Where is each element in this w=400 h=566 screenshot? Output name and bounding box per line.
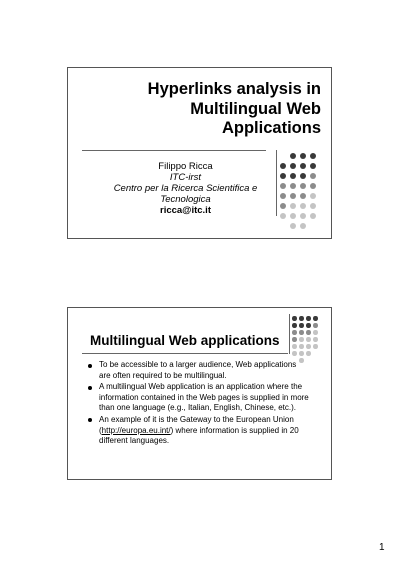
content-slide	[67, 307, 332, 480]
title-slide	[67, 67, 332, 239]
dot	[299, 316, 304, 321]
vertical-divider	[276, 150, 277, 216]
dot	[299, 330, 304, 335]
dot	[299, 323, 304, 328]
author-block	[98, 161, 273, 216]
dot	[280, 213, 286, 219]
dot	[299, 337, 304, 342]
dot	[292, 330, 297, 335]
slide-title: Hyperlinks analysis in Multilingual Web Applications	[147, 80, 321, 137]
dot	[313, 316, 318, 321]
dot	[299, 344, 304, 349]
dot	[310, 153, 316, 159]
dot	[280, 183, 286, 189]
dot	[290, 213, 296, 219]
dot	[313, 344, 318, 349]
dot	[310, 183, 316, 189]
dot	[310, 173, 316, 179]
dot	[292, 351, 297, 356]
dot	[300, 213, 306, 219]
dot	[290, 153, 296, 159]
dot	[310, 163, 316, 169]
dot	[310, 213, 316, 219]
bullet-list	[85, 360, 310, 448]
bullet-item	[85, 382, 310, 414]
author-name: Filippo Ricca	[158, 161, 213, 172]
dot	[290, 193, 296, 199]
dot	[292, 344, 297, 349]
bullet-text-pre: An example of it is the Gateway to the European Union (	[99, 414, 294, 435]
dot	[306, 337, 311, 342]
affiliation-short: ITC-irst	[169, 172, 202, 183]
dot	[300, 153, 306, 159]
dot	[290, 163, 296, 169]
bullet-text-post: ) where information is supplied in 20 different languages.	[99, 425, 299, 446]
dot	[306, 316, 311, 321]
dot	[299, 351, 304, 356]
vertical-divider	[289, 314, 290, 354]
dot	[280, 173, 286, 179]
title-divider	[82, 150, 266, 151]
dot	[313, 323, 318, 328]
bullet-icon	[88, 364, 92, 368]
dot	[300, 163, 306, 169]
slide-title: Multilingual Web applications	[90, 333, 280, 348]
dot	[300, 173, 306, 179]
dot	[280, 163, 286, 169]
dot	[280, 193, 286, 199]
dot	[310, 193, 316, 199]
author-email: ricca@itc.it	[160, 205, 211, 216]
dot	[292, 316, 297, 321]
dot	[292, 337, 297, 342]
dot	[290, 223, 296, 229]
dot	[306, 344, 311, 349]
dot	[300, 183, 306, 189]
affiliation-long: Centro per la Ricerca Scientifica e Tecnologica	[113, 183, 258, 205]
dot	[313, 330, 318, 335]
bullet-icon	[88, 386, 92, 390]
dot	[290, 173, 296, 179]
title-divider	[82, 353, 288, 354]
europa-link[interactable]: http://europa.eu.int/	[101, 425, 171, 435]
dot	[280, 203, 286, 209]
bullet-item	[85, 415, 310, 447]
dot	[306, 330, 311, 335]
dot	[306, 351, 311, 356]
dot	[300, 203, 306, 209]
page-number: 1	[379, 542, 385, 553]
dot	[290, 203, 296, 209]
dot	[306, 323, 311, 328]
bullet-text: A multilingual Web application is an application where the information contained in the Web pages is supplied in more than one language (e.g., Italian, English, Chinese, etc.).	[99, 382, 309, 413]
dot	[290, 183, 296, 189]
bullet-text: To be accessible to a larger audience, Web applications are often required to be multilingual.	[99, 360, 297, 380]
dot	[300, 193, 306, 199]
bullet-icon	[88, 418, 92, 422]
dot	[313, 337, 318, 342]
bullet-item	[85, 360, 310, 381]
dot	[292, 323, 297, 328]
dot	[300, 223, 306, 229]
dot	[310, 203, 316, 209]
